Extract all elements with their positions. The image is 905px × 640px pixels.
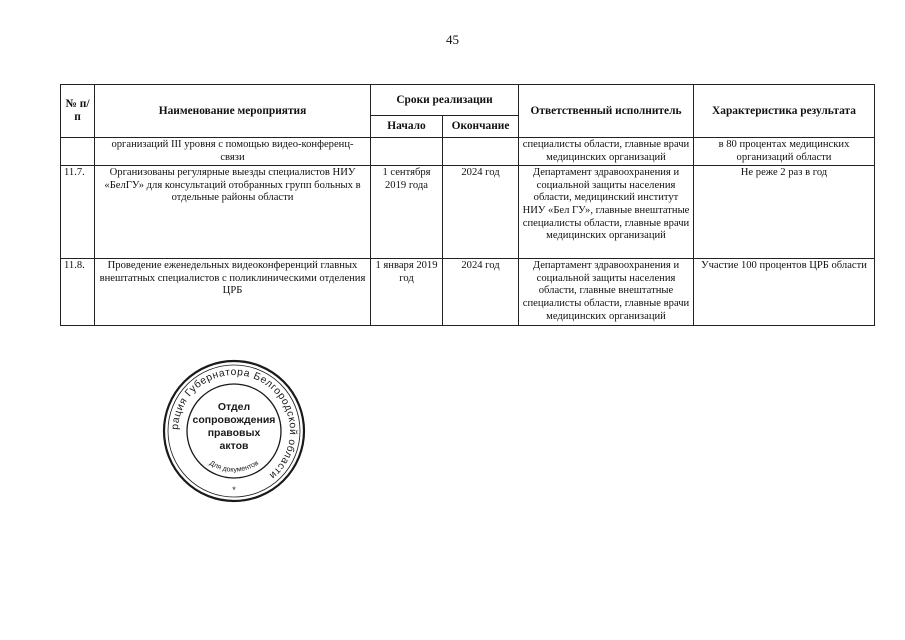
stamp-seal-icon: [160, 357, 308, 505]
header-num: № п/п: [61, 85, 95, 138]
cell-num: 11.7.: [61, 166, 95, 259]
stamp-line-4: актов: [219, 440, 249, 452]
cell-executor: Департамент здравоохранения и социальной защиты населения области, медицинский институт НИУ «Бел ГУ», главные внештатные специалисты области, главные врачи медицинских организаций: [519, 166, 694, 259]
table-row-continued: [61, 138, 875, 166]
cell-end: 2024 год: [443, 259, 519, 326]
stamp-bottom-text: Для документов: [208, 459, 260, 474]
header-name: Наименование мероприятия: [95, 85, 371, 138]
cell-result: Участие 100 процентов ЦРБ области: [694, 259, 875, 326]
stamp-line-3: правовых: [207, 427, 261, 439]
cell-name: Проведение еженедельных видеоконференций главных внештатных специалистов с поликлиническими отделения ЦРБ: [95, 259, 371, 326]
cell-start: [371, 138, 443, 166]
header-terms: Сроки реализации: [371, 85, 519, 116]
cell-start: 1 января 2019 год: [371, 259, 443, 326]
cell-name: организаций III уровня с помощью видео-конференц- связи: [95, 138, 371, 166]
stamp-line-1: Отдел: [217, 401, 251, 413]
cell-result: в 80 процентах медицинских организаций области: [694, 138, 875, 166]
cell-executor: специалисты области, главные врачи медицинских организаций: [519, 138, 694, 166]
header-executor: Ответственный исполнитель: [519, 85, 694, 138]
stamp-star: *: [232, 485, 236, 495]
cell-num: 11.8.: [61, 259, 95, 326]
table-row: [61, 259, 875, 326]
cell-num: [61, 138, 95, 166]
cell-end: [443, 138, 519, 166]
header-end: Окончание: [443, 116, 519, 138]
activities-table: [60, 84, 875, 326]
cell-end: 2024 год: [443, 166, 519, 259]
cell-name: Организованы регулярные выезды специалистов НИУ «БелГУ» для консультаций отобранных групп больных в отдельные районы области: [95, 166, 371, 259]
cell-start: 1 сентября 2019 года: [371, 166, 443, 259]
official-stamp: [160, 357, 308, 505]
stamp-line-2: сопровождения: [192, 414, 276, 426]
cell-executor: Департамент здравоохранения и социальной защиты населения области, главные внештатные специалисты области, главные врачи медицинских организаций: [519, 259, 694, 326]
header-start: Начало: [371, 116, 443, 138]
page-number: 45: [446, 32, 459, 47]
cell-result: Не реже 2 раз в год: [694, 166, 875, 259]
table-row: [61, 166, 875, 259]
header-result: Характеристика результата: [694, 85, 875, 138]
stamp-outer-text: рация Губернатора Белгородской области: [169, 366, 299, 482]
